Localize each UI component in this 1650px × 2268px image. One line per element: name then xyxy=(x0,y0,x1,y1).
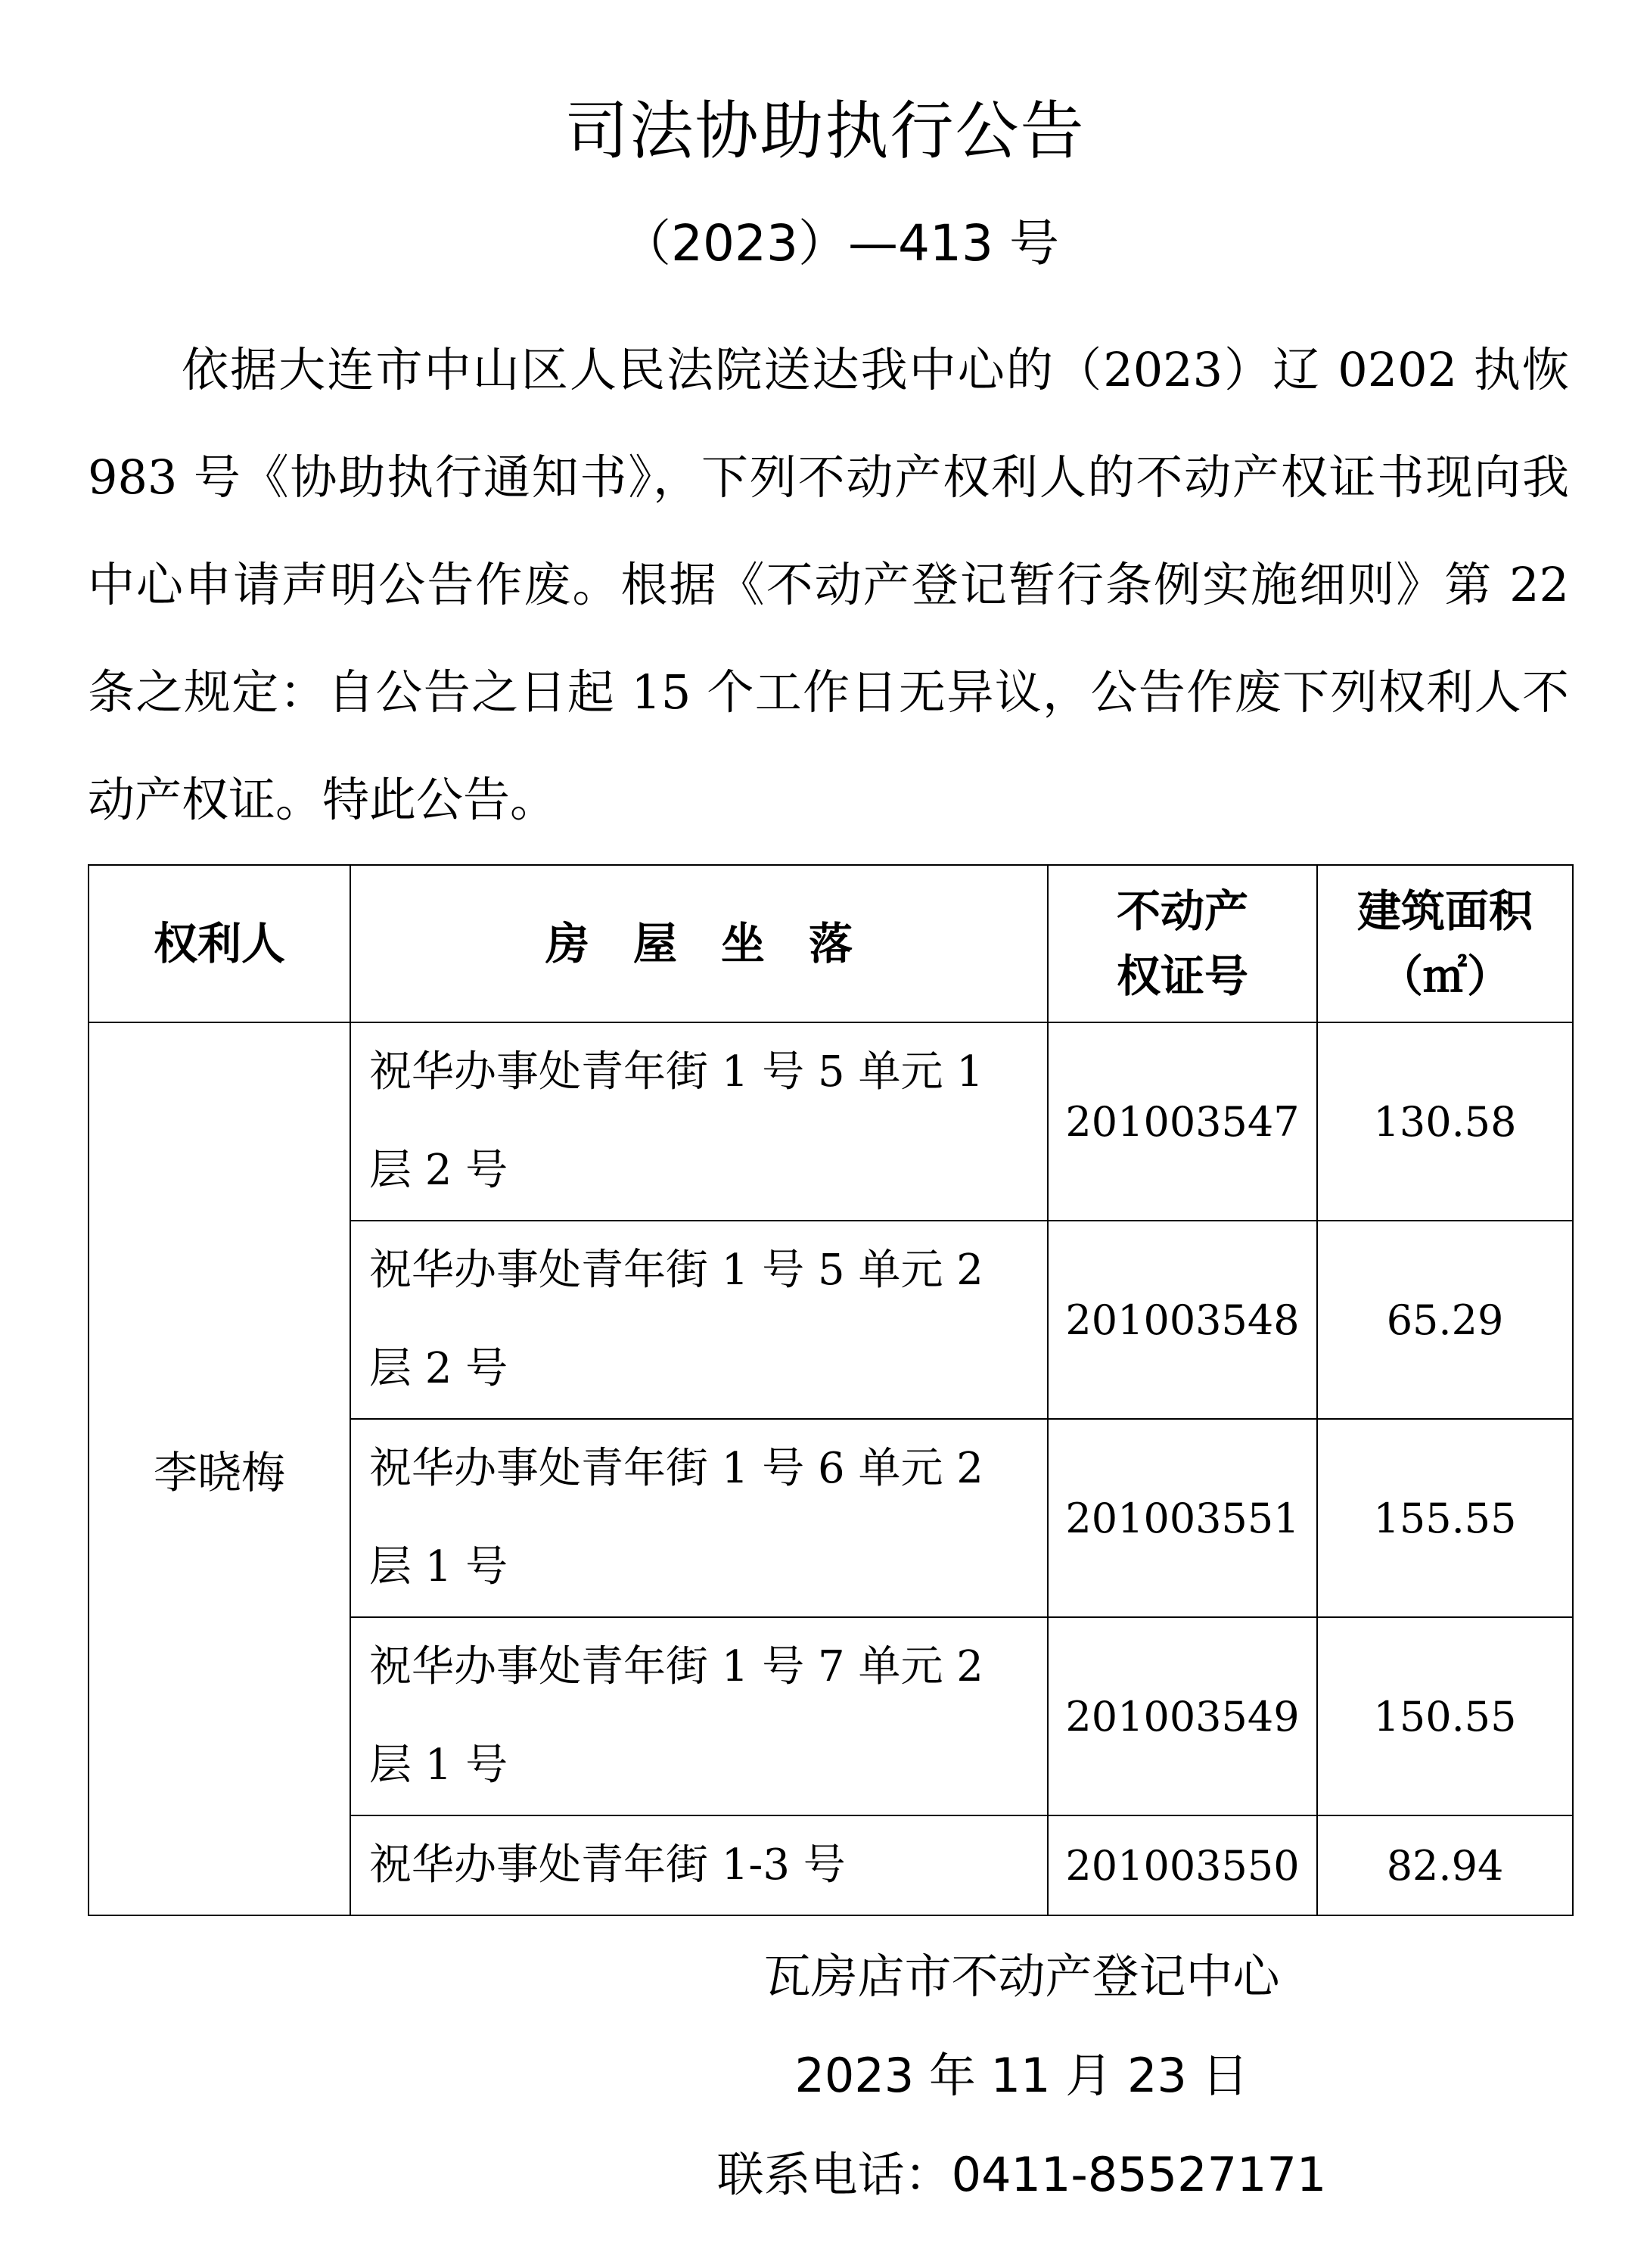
header-address: 房 屋 坐 落 xyxy=(350,865,1048,1022)
issue-date: 2023 年 11 月 23 日 xyxy=(794,2048,1249,2103)
area-cell: 155.55 xyxy=(1317,1419,1573,1617)
cert-no-cell: 201003550 xyxy=(1048,1815,1317,1915)
header-area-line1: 建筑面积 xyxy=(1356,885,1533,937)
header-cert-line2: 权证号 xyxy=(1116,950,1248,1002)
table-row xyxy=(89,1022,1573,1221)
document-number: （2023）—413 号 xyxy=(621,214,1059,272)
address-cell: 祝华办事处青年街 1-3 号 xyxy=(350,1815,1048,1915)
cert-no-cell: 201003547 xyxy=(1048,1022,1317,1221)
area-cell: 82.94 xyxy=(1317,1815,1573,1915)
header-area xyxy=(1317,865,1573,1022)
cert-no-cell: 201003551 xyxy=(1048,1419,1317,1617)
header-owner: 权利人 xyxy=(89,865,350,1022)
address-cell: 祝华办事处青年街 1 号 5 单元 2 层 2 号 xyxy=(350,1221,1048,1419)
area-cell: 65.29 xyxy=(1317,1221,1573,1419)
contact-phone: 联系电话：0411-85527171 xyxy=(716,2147,1327,2202)
notice-body: 依据大连市中山区人民法院送达我中心的（2023）辽 0202 执恢 983 号《协助执行通知书》，下列不动产权利人的不动产权证书现向我中心申请声明公告作废。根据《不动产登记暂行条例实施细则》第 22 条之规定：自公告之日起 15 个工作日无异议，公告作废下列权利人不动产权证。特此公告。 xyxy=(88,342,1569,827)
notice-title: 司法协助执行公告 xyxy=(564,94,1086,168)
cert-no-cell: 201003548 xyxy=(1048,1221,1317,1419)
address-cell: 祝华办事处青年街 1 号 5 单元 1 层 2 号 xyxy=(350,1022,1048,1221)
area-cell: 130.58 xyxy=(1317,1022,1573,1221)
header-cert-no xyxy=(1048,865,1317,1022)
property-table xyxy=(88,864,1574,1916)
address-cell: 祝华办事处青年街 1 号 6 单元 2 层 1 号 xyxy=(350,1419,1048,1617)
owner-cell: 李晓梅 xyxy=(89,1022,350,1915)
cert-no-cell: 201003549 xyxy=(1048,1617,1317,1815)
header-area-line2: （㎡） xyxy=(1378,950,1511,1002)
header-cert-line1: 不动产 xyxy=(1116,885,1248,937)
issuing-organization: 瓦房店市不动产登记中心 xyxy=(763,1949,1280,2004)
table-header-row xyxy=(89,865,1573,1022)
address-cell: 祝华办事处青年街 1 号 7 单元 2 层 1 号 xyxy=(350,1617,1048,1815)
area-cell: 150.55 xyxy=(1317,1617,1573,1815)
